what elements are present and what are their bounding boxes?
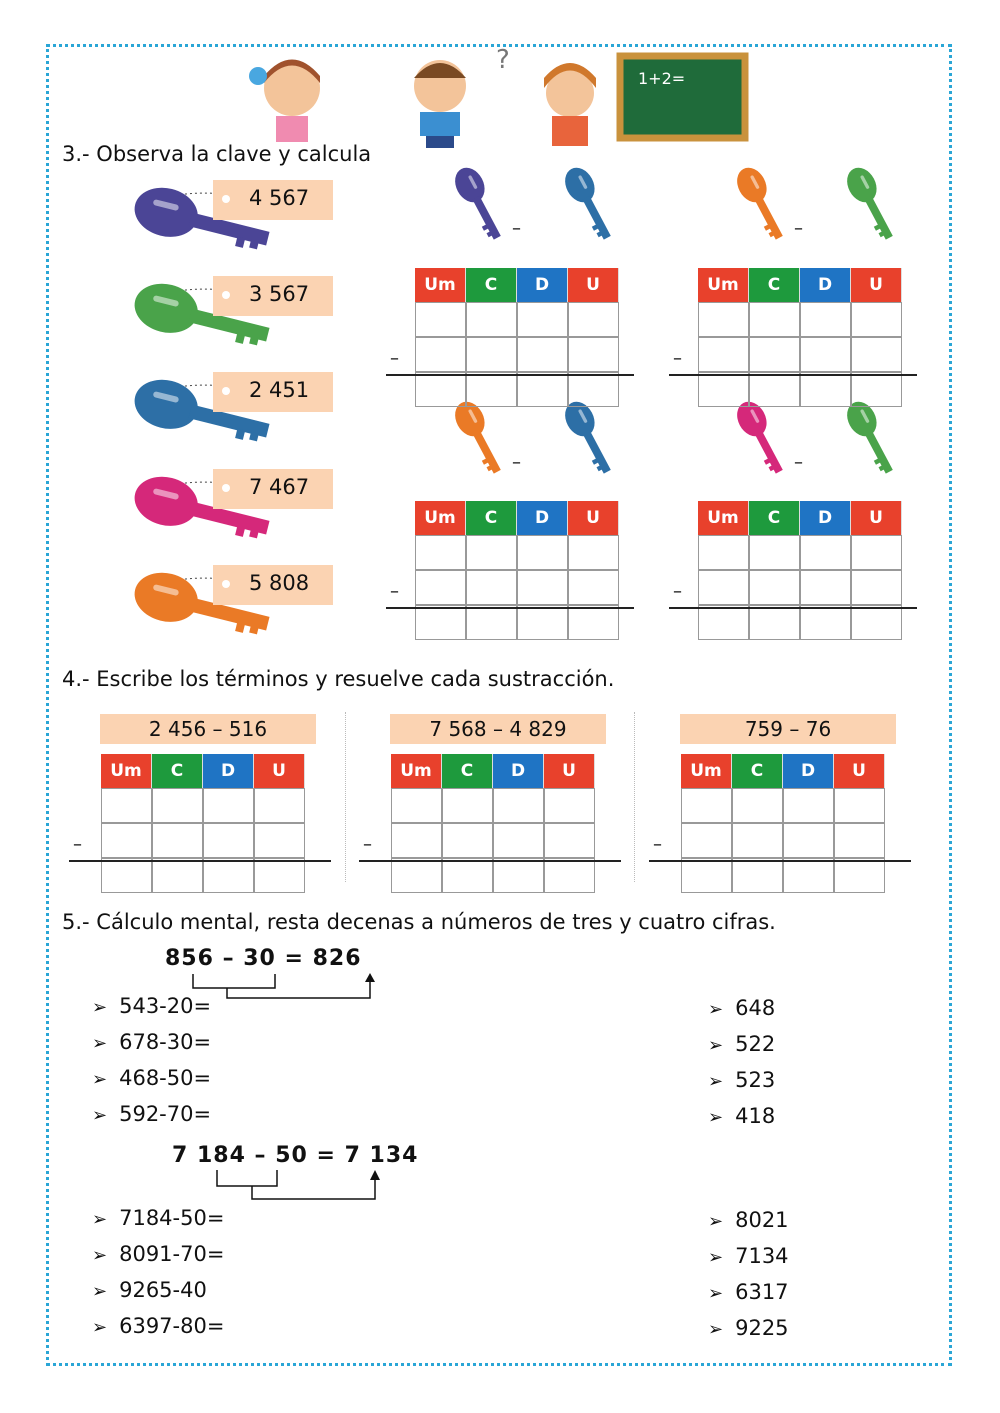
grid-cell[interactable] <box>568 372 619 407</box>
grid-header-d: D <box>800 268 851 302</box>
grid-header-c: C <box>749 268 800 302</box>
key-value-tag: 7 467 <box>213 469 333 509</box>
result-line <box>669 607 917 609</box>
grid-cell[interactable] <box>851 570 902 605</box>
list-item: ➢ 523 <box>708 1063 775 1099</box>
grid-header-d: D <box>517 268 568 302</box>
minus-sign: – <box>673 581 682 602</box>
grid-cell[interactable] <box>783 788 834 823</box>
grid-header-u: U <box>568 501 619 535</box>
grid-cell[interactable] <box>851 535 902 570</box>
grid-cell[interactable] <box>415 605 466 640</box>
key-blue-icon <box>548 422 633 460</box>
grid-header <box>391 754 595 788</box>
key-minus-sign: – <box>512 452 521 473</box>
result-line <box>649 860 911 862</box>
grid-header <box>101 754 305 788</box>
grid-cell[interactable] <box>466 570 517 605</box>
grid-cell[interactable] <box>517 302 568 337</box>
grid-cell[interactable] <box>101 788 152 823</box>
grid-cell[interactable] <box>101 858 152 893</box>
grid-cell[interactable] <box>442 858 493 893</box>
grid-cell[interactable] <box>152 788 203 823</box>
grid-cell[interactable] <box>415 570 466 605</box>
grid-header <box>698 268 902 302</box>
key-minus-sign: – <box>512 218 521 239</box>
grid-cell[interactable] <box>749 302 800 337</box>
place-value-grid <box>415 501 619 640</box>
grid-cell[interactable] <box>442 788 493 823</box>
grid-header-um: Um <box>698 268 749 302</box>
key-blue-icon <box>548 188 633 226</box>
exercise-title: 2 456 – 516 <box>100 714 316 744</box>
grid-cell[interactable] <box>415 302 466 337</box>
grid-header-c: C <box>442 754 493 788</box>
place-value-grid <box>698 501 902 640</box>
grid-cell[interactable] <box>568 605 619 640</box>
key-value-tag: 5 808 <box>213 565 333 605</box>
key-green-icon <box>830 422 915 460</box>
ops-list-2 <box>92 1201 224 1345</box>
grid-cell[interactable] <box>749 570 800 605</box>
list-item: ➢ 468-50= <box>92 1061 211 1097</box>
grid-cell[interactable] <box>203 823 254 858</box>
grid-cell[interactable] <box>544 788 595 823</box>
list-item: ➢ 8021 <box>708 1203 789 1239</box>
grid-header-um: Um <box>415 501 466 535</box>
list-item: ➢ 6397-80= <box>92 1309 224 1345</box>
grid-cell[interactable] <box>568 302 619 337</box>
list-item: ➢ 9225 <box>708 1311 789 1347</box>
grid-cell[interactable] <box>851 302 902 337</box>
grid-cell[interactable] <box>851 337 902 372</box>
result-line <box>669 374 917 376</box>
grid-cell[interactable] <box>152 823 203 858</box>
grid-cell[interactable] <box>415 337 466 372</box>
grid-header-u: U <box>254 754 305 788</box>
grid-cell[interactable] <box>834 858 885 893</box>
grid-cell[interactable] <box>568 535 619 570</box>
grid-header-d: D <box>203 754 254 788</box>
key-legend-item <box>130 274 340 354</box>
grid-header-u: U <box>851 501 902 535</box>
grid-cell[interactable] <box>391 858 442 893</box>
grid-cell[interactable] <box>698 372 749 407</box>
place-value-grid <box>415 268 619 407</box>
answers-list-1 <box>708 991 775 1135</box>
grid-cell[interactable] <box>544 823 595 858</box>
list-item: ➢ 6317 <box>708 1275 789 1311</box>
answers-list-2 <box>708 1203 789 1347</box>
grid-cell[interactable] <box>800 302 851 337</box>
place-value-grid <box>391 754 595 893</box>
grid-cell[interactable] <box>749 535 800 570</box>
exercise-title: 7 568 – 4 829 <box>390 714 606 744</box>
grid-cell[interactable] <box>254 858 305 893</box>
list-item: ➢ 9265-40 <box>92 1273 224 1309</box>
grid-cell[interactable] <box>698 535 749 570</box>
grid-cell[interactable] <box>800 535 851 570</box>
grid-header-um: Um <box>415 268 466 302</box>
place-value-grid <box>101 754 305 893</box>
minus-sign: – <box>653 834 662 855</box>
grid-cell[interactable] <box>466 535 517 570</box>
result-line <box>359 860 621 862</box>
list-item: ➢ 8091-70= <box>92 1237 224 1273</box>
grid-cell[interactable] <box>800 605 851 640</box>
grid-cell[interactable] <box>698 570 749 605</box>
key-value-tag: 4 567 <box>213 180 333 220</box>
grid-header-u: U <box>568 268 619 302</box>
grid-cell[interactable] <box>681 823 732 858</box>
key-pink-icon <box>720 422 805 460</box>
ops-list-1 <box>92 989 211 1133</box>
grid-header-um: Um <box>101 754 152 788</box>
grid-header-c: C <box>466 501 517 535</box>
grid-cell[interactable] <box>152 858 203 893</box>
grid-cell[interactable] <box>749 605 800 640</box>
grid-cell[interactable] <box>517 570 568 605</box>
key-value-tag: 2 451 <box>213 372 333 412</box>
key-legend-item <box>130 178 340 258</box>
grid-cell[interactable] <box>254 823 305 858</box>
separator <box>634 712 635 882</box>
minus-sign: – <box>363 834 372 855</box>
grid-cell[interactable] <box>466 302 517 337</box>
key-green-icon <box>830 188 915 226</box>
minus-sign: – <box>673 348 682 369</box>
grid-cell[interactable] <box>834 788 885 823</box>
key-legend-item <box>130 370 340 450</box>
grid-cell[interactable] <box>517 337 568 372</box>
grid-cell[interactable] <box>800 372 851 407</box>
key-minus-sign: – <box>794 452 803 473</box>
grid-header <box>681 754 885 788</box>
grid-cell[interactable] <box>442 823 493 858</box>
list-item: ➢ 7134 <box>708 1239 789 1275</box>
grid-cell[interactable] <box>493 858 544 893</box>
grid-cell[interactable] <box>732 858 783 893</box>
grid-cell[interactable] <box>851 372 902 407</box>
place-value-grid <box>698 268 902 407</box>
grid-header-c: C <box>732 754 783 788</box>
result-line <box>386 374 634 376</box>
grid-cell[interactable] <box>203 858 254 893</box>
grid-header-c: C <box>152 754 203 788</box>
list-item: ➢ 592-70= <box>92 1097 211 1133</box>
separator <box>345 712 346 882</box>
section3-title: 3.- Observa la clave y calcula <box>62 142 372 166</box>
key-orange-icon <box>720 188 805 226</box>
grid-cell[interactable] <box>698 337 749 372</box>
grid-header-u: U <box>851 268 902 302</box>
grid-cell[interactable] <box>517 535 568 570</box>
grid-cell[interactable] <box>517 605 568 640</box>
grid-cell[interactable] <box>681 858 732 893</box>
minus-sign: – <box>73 834 82 855</box>
children-illustration <box>240 48 760 148</box>
key-minus-sign: – <box>794 218 803 239</box>
example-equation-2: 7 184 – 50 = 7 134 <box>172 1143 419 1168</box>
minus-sign: – <box>390 348 399 369</box>
grid-cell[interactable] <box>466 337 517 372</box>
grid-cell[interactable] <box>493 788 544 823</box>
grid-header <box>698 501 902 535</box>
grid-cell[interactable] <box>851 605 902 640</box>
grid-cell[interactable] <box>749 337 800 372</box>
grid-header-u: U <box>544 754 595 788</box>
grid-cell[interactable] <box>415 535 466 570</box>
grid-cell[interactable] <box>834 823 885 858</box>
result-line <box>69 860 331 862</box>
list-item: ➢ 648 <box>708 991 775 1027</box>
list-item: ➢ 543-20= <box>92 989 211 1025</box>
list-item: ➢ 418 <box>708 1099 775 1135</box>
grid-cell[interactable] <box>732 788 783 823</box>
grid-header-um: Um <box>698 501 749 535</box>
grid-cell[interactable] <box>568 570 619 605</box>
grid-header-c: C <box>749 501 800 535</box>
grid-cell[interactable] <box>254 788 305 823</box>
grid-header-d: D <box>493 754 544 788</box>
grid-cell[interactable] <box>681 788 732 823</box>
grid-header <box>415 268 619 302</box>
grid-header-um: Um <box>391 754 442 788</box>
grid-cell[interactable] <box>800 337 851 372</box>
key-orange-icon <box>438 422 523 460</box>
grid-cell[interactable] <box>203 788 254 823</box>
grid-cell[interactable] <box>749 372 800 407</box>
list-item: ➢ 7184-50= <box>92 1201 224 1237</box>
list-item: ➢ 522 <box>708 1027 775 1063</box>
grid-header <box>415 501 619 535</box>
exercise-title: 759 – 76 <box>680 714 896 744</box>
place-value-grid <box>681 754 885 893</box>
grid-cell[interactable] <box>568 337 619 372</box>
grid-cell[interactable] <box>391 823 442 858</box>
minus-sign: – <box>390 581 399 602</box>
grid-header-c: C <box>466 268 517 302</box>
grid-cell[interactable] <box>800 570 851 605</box>
grid-header-d: D <box>517 501 568 535</box>
svg-text:?: ? <box>496 48 510 75</box>
example-equation-1: 856 – 30 = 826 <box>165 946 362 971</box>
grid-cell[interactable] <box>783 858 834 893</box>
section5-title: 5.- Cálculo mental, resta decenas a números de tres y cuatro cifras. <box>62 910 776 934</box>
grid-cell[interactable] <box>466 372 517 407</box>
grid-header-d: D <box>800 501 851 535</box>
grid-cell[interactable] <box>544 858 595 893</box>
grid-cell[interactable] <box>466 605 517 640</box>
list-item: ➢ 678-30= <box>92 1025 211 1061</box>
grid-header-um: Um <box>681 754 732 788</box>
grid-cell[interactable] <box>732 823 783 858</box>
grid-cell[interactable] <box>698 605 749 640</box>
key-legend-item <box>130 563 340 643</box>
grid-header-u: U <box>834 754 885 788</box>
key-legend-item <box>130 467 340 547</box>
grid-cell[interactable] <box>493 823 544 858</box>
grid-header-d: D <box>783 754 834 788</box>
grid-cell[interactable] <box>415 372 466 407</box>
example-arrows-2 <box>172 1168 402 1203</box>
grid-cell[interactable] <box>391 788 442 823</box>
grid-cell[interactable] <box>698 302 749 337</box>
board-text: 1+2= <box>638 69 686 88</box>
result-line <box>386 607 634 609</box>
grid-cell[interactable] <box>783 823 834 858</box>
key-value-tag: 3 567 <box>213 276 333 316</box>
grid-cell[interactable] <box>517 372 568 407</box>
grid-cell[interactable] <box>101 823 152 858</box>
key-purple-icon <box>438 188 523 226</box>
section4-title: 4.- Escribe los términos y resuelve cada sustracción. <box>62 667 615 691</box>
